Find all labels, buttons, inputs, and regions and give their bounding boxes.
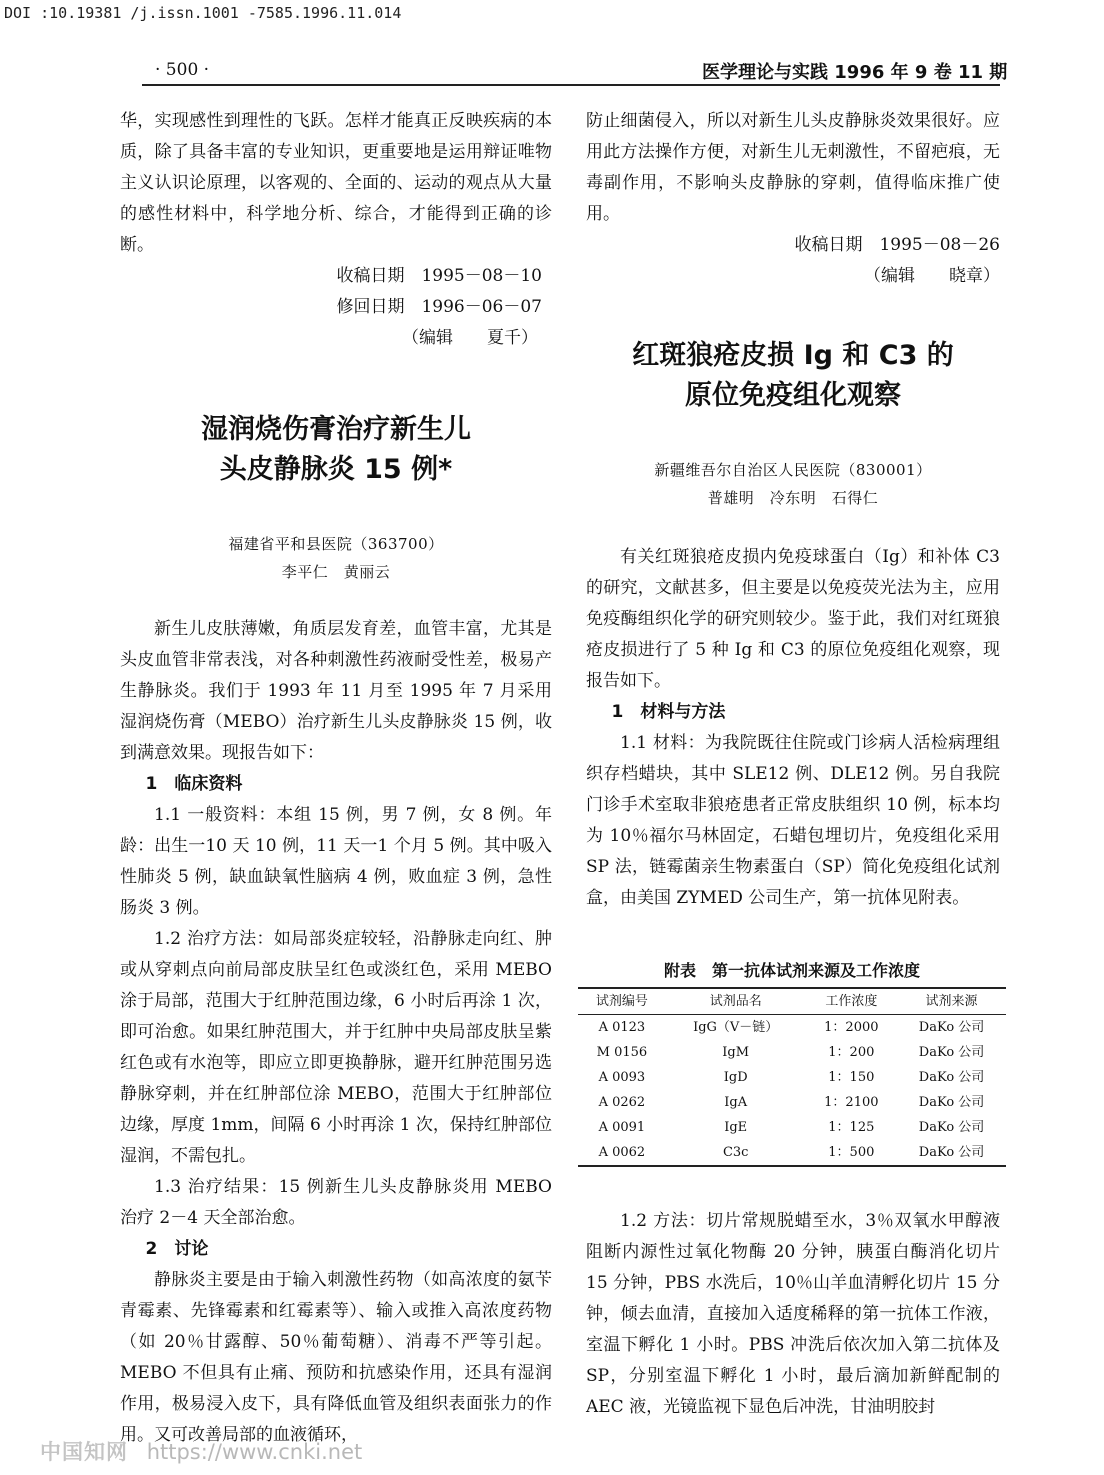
table-cell: DaKo 公司	[918, 1045, 985, 1060]
left-title-line-2: 头皮静脉炎 15 例*	[219, 454, 453, 485]
prev-article-paragraph: 华，实现感性到理性的飞跃。怎样才能真正反映疾病的本质，除了具备丰富的专业知识，更重要地是运用辩证唯物主义认识论原理，以客观的、全面的、运动的观点从大量的感性材料中，科学地分析、综合，才能得到正确的诊断。	[120, 111, 552, 255]
table-cell: IgA	[724, 1095, 748, 1110]
table-cell: 1：125	[828, 1120, 875, 1135]
table-row	[578, 1040, 1006, 1065]
right-article-title	[586, 336, 1000, 416]
left-paragraph-method: 1.2 治疗方法：如局部炎症较轻，沿静脉走向红、肿或从穿刺点向前局部皮肤呈红色或淡红色，采用 MEBO 涂于局部，范围大于红肿范围边缘，6 小时后再涂 1 次，即可治愈。如果红肿范围大，并于红肿中央局部皮肤呈紫红色或有水泡等，即应立即更换静脉，避开红肿范围另选静脉穿刺，并在红肿部位涂 MEBO，范围大于红肿部位边缘，厚度 1mm，间隔 6 小时再涂 1 次，保持红肿部位湿润，不需包扎。	[120, 929, 552, 1166]
table-cell: A 0262	[598, 1095, 646, 1110]
left-authors: 李平仁 黄丽云	[281, 563, 391, 581]
right-paragraph-materials: 1.1 材料：为我院既往住院或门诊病人活检病理组织存档蜡块，其中 SLE12 例、DLE12 例。另自我院门诊手术室取非狼疮患者正常皮肤组织 10 例，标本均为 10％福尔马林固定，石蜡包埋切片，免疫组化采用 SP 法，链霉菌亲生物素蛋白（SP）简化免疫组化试剂盒，由美国 ZYMED 公司生产，第一抗体见附表。	[586, 733, 1000, 908]
table-row	[578, 1140, 1006, 1166]
right-article-body-cont	[586, 1206, 1000, 1423]
left-paragraph-result: 1.3 治疗结果：15 例新生儿头皮静脉炎用 MEBO 治疗 2－4 天全部治愈。	[120, 1177, 552, 1228]
cnki-logo: 中国知网	[40, 1440, 128, 1464]
right-prev-article	[586, 106, 1000, 292]
table-cell: A 0093	[598, 1070, 646, 1085]
header-rule	[142, 84, 1000, 86]
cnki-url[interactable]: https://www.cnki.net	[146, 1440, 363, 1464]
table-row	[578, 1090, 1006, 1115]
table-header-row	[578, 988, 1006, 1015]
right-article-byline	[586, 456, 1000, 512]
right-article-body	[586, 542, 1000, 914]
right-cont-paragraph: 防止细菌侵入，所以对新生儿头皮静脉炎效果很好。应用此方法操作方便，对新生儿无刺激性，不留疤痕，无毒副作用，不影响头皮静脉的穿刺，值得临床推广使用。	[586, 111, 1000, 224]
left-article-byline	[120, 530, 552, 586]
table-cell: A 0062	[578, 1140, 666, 1166]
table-cell: 1：150	[828, 1070, 875, 1085]
right-title-line-1: 红斑狼疮皮损 Ig 和 C3 的	[632, 340, 954, 371]
table-row	[578, 1065, 1006, 1090]
table-cell: IgE	[724, 1120, 748, 1135]
table-cell: A 0123	[598, 1020, 646, 1035]
doi-label: DOI :10.19381 /j.issn.1001 -7585.1996.11.014	[4, 4, 402, 22]
journal-header: 医学理论与实践 1996 年 9 卷 11 期	[702, 62, 1008, 83]
table-row	[578, 1115, 1006, 1140]
table-cell: DaKo 公司	[918, 1095, 985, 1110]
left-paragraph-general: 1.1 一般资料：本组 15 例，男 7 例，女 8 例。年龄：出生一10 天 10 例，11 天一1 个月 5 例。其中吸入性肺炎 5 例，缺血缺氧性脑病 4 例，败血症 3 例，急性肠炎 3 例。	[120, 805, 552, 918]
table-cell: 1：2100	[824, 1095, 879, 1110]
right-editor: （编辑 晓章）	[864, 266, 1000, 286]
left-paragraph-discussion: 静脉炎主要是由于输入刺激性药物（如高浓度的氨苄青霉素、先锋霉素和红霉素等）、输入或推入高浓度药物（如 20％甘露醇、50％葡萄糖）、消毒不严等引起。MEBO 不但具有止痛、预防和抗感染作用，还具有湿润作用，极易浸入皮下，具有降低血管及组织表面张力的作用。又可改善局部的血液循环，	[120, 1270, 552, 1445]
prev-editor: （编辑 夏千）	[402, 328, 538, 348]
right-paragraph-method: 1.2 方法：切片常规脱蜡至水，3％双氧水甲醇液阻断内源性过氧化物酶 20 分钟，胰蛋白酶消化切片 15 分钟，PBS 水洗后，10％山羊血清孵化切片 15 分钟，倾去血清，直接加入适度稀释的第一抗体工作液，室温下孵化 1 小时。PBS 冲洗后依次加入第二抗体及 SP，分别室温下孵化 1 小时，最后滴加新鲜配制的 AEC 液，光镜监视下显色后冲洗，甘油明胶封	[586, 1211, 1000, 1417]
prev-revised-date: 修回日期 1996－06－07	[336, 297, 542, 317]
left-heading-clinical: 1 临床资料	[145, 774, 243, 794]
table-cell: IgD	[723, 1070, 748, 1085]
table-row	[578, 1015, 1006, 1041]
table-cell: 1：2000	[824, 1020, 879, 1035]
antibody-table-block	[578, 958, 1006, 1167]
prev-received-date: 收稿日期 1995－08－10	[336, 266, 542, 286]
left-affiliation: 福建省平和县医院（363700）	[228, 535, 444, 553]
right-authors: 普雄明 冷东明 石得仁	[707, 489, 879, 507]
page-number: · 500 ·	[155, 60, 210, 80]
table-header-cell: 工作浓度	[806, 988, 897, 1015]
table-cell: 1：500	[806, 1140, 897, 1166]
table-header-cell: 试剂来源	[897, 988, 1006, 1015]
table-cell: DaKo 公司	[918, 1020, 985, 1035]
right-affiliation: 新疆维吾尔自治区人民医院（830001）	[654, 461, 932, 479]
table-cell: 1：200	[828, 1045, 875, 1060]
table-cell: DaKo 公司	[918, 1070, 985, 1085]
left-paragraph-intro: 新生儿皮肤薄嫩，角质层发育差，血管丰富，尤其是头皮血管非常表浅，对各种刺激性药液耐受性差，极易产生静脉炎。我们于 1993 年 11 月至 1995 年 7 月采用湿润烧伤膏（MEBO）治疗新生儿头皮静脉炎 15 例，收到满意效果。现报告如下：	[120, 619, 552, 763]
right-title-line-2: 原位免疫组化观察	[685, 380, 901, 411]
table-cell: DaKo 公司	[918, 1120, 985, 1135]
table-cell: DaKo 公司	[897, 1140, 1006, 1166]
table-cell: A 0091	[598, 1120, 646, 1135]
table-cell: IgG（V－链）	[693, 1020, 779, 1035]
left-heading-discussion: 2 讨论	[145, 1239, 209, 1259]
table-caption: 附表 第一抗体试剂来源及工作浓度	[663, 961, 920, 980]
right-paragraph-intro: 有关红斑狼疮皮损内免疫球蛋白（Ig）和补体 C3 的研究，文献甚多，但主要是以免疫荧光法为主，应用免疫酶组织化学的研究则较少。鉴于此，我们对红斑狼疮皮损进行了 5 种 Ig 和 C3 的原位免疫组化观察，现报告如下。	[586, 547, 1000, 691]
left-prev-article	[120, 106, 552, 354]
right-received-date: 收稿日期 1995－08－26	[794, 235, 1000, 255]
left-title-line-1: 湿润烧伤膏治疗新生儿	[201, 414, 471, 445]
table-cell: M 0156	[596, 1045, 648, 1060]
left-article-body	[120, 614, 552, 1451]
right-heading-materials: 1 材料与方法	[611, 702, 726, 722]
table-header-cell: 试剂编号	[578, 988, 666, 1015]
cnki-watermark	[40, 1436, 362, 1466]
table-cell: C3c	[666, 1140, 806, 1166]
antibody-table	[578, 987, 1006, 1167]
table-header-cell: 试剂品名	[666, 988, 806, 1015]
left-article-title	[120, 410, 552, 490]
table-cell: IgM	[722, 1045, 750, 1060]
